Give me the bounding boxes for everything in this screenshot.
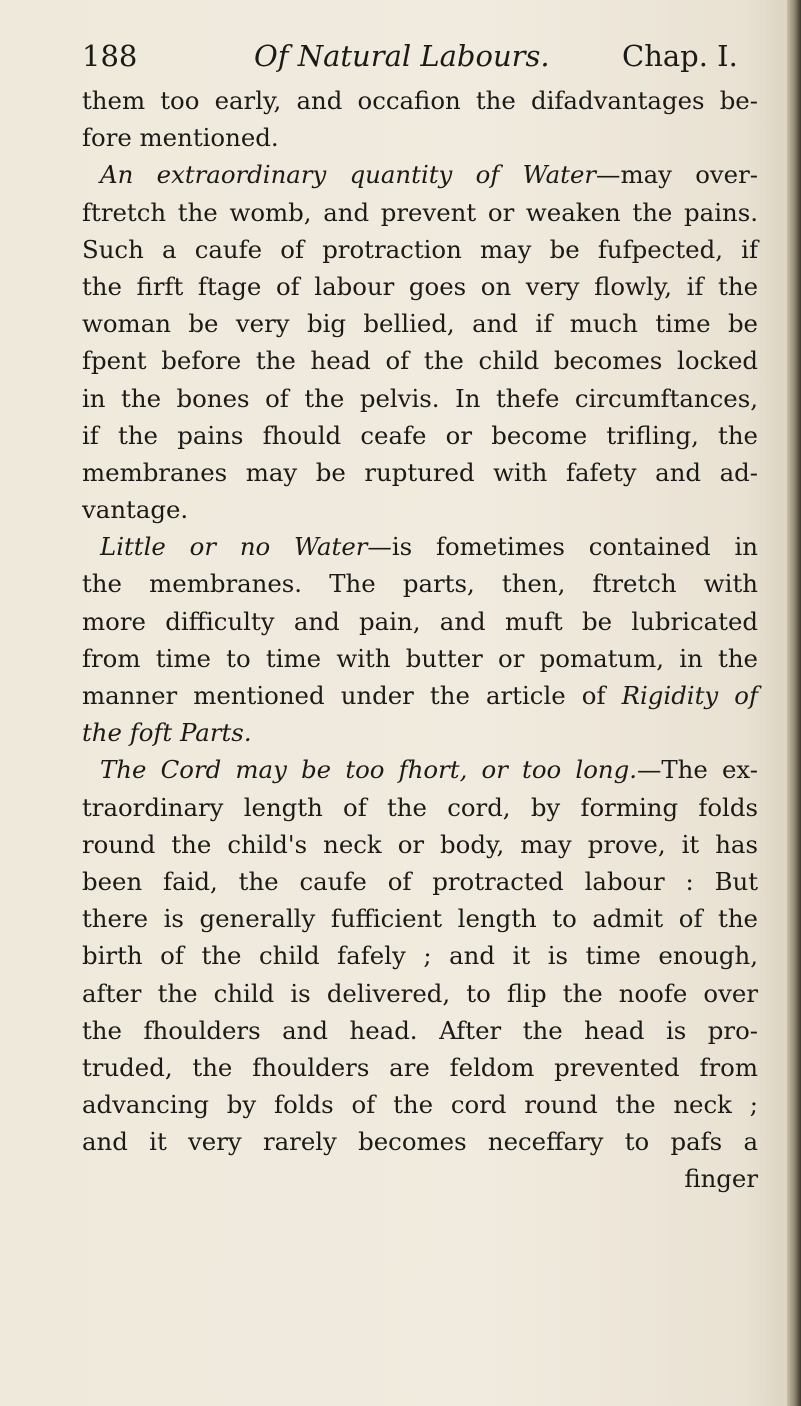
italic-run: the foft Parts. bbox=[82, 718, 252, 748]
text-line: the fhoulders and head. After the head is pro- bbox=[82, 1015, 758, 1045]
text-line: birth of the child fafely ; and it is time enough, bbox=[82, 941, 758, 971]
page-edge bbox=[787, 0, 801, 1406]
text-line bbox=[82, 677, 758, 714]
catchword: finger bbox=[684, 1164, 758, 1194]
text-line: after the child is delivered, to flip the noofe over bbox=[82, 978, 758, 1008]
running-header bbox=[82, 35, 762, 77]
text-run: —is fometimes contained in bbox=[367, 532, 759, 562]
text-line: the membranes. The parts, then, ftretch with bbox=[82, 569, 758, 599]
text-line: from time to time with butter or pomatum, in the bbox=[82, 643, 758, 673]
text-line: advancing by folds of the cord round the neck ; bbox=[82, 1090, 758, 1120]
text-run: manner mentioned under the article of bbox=[82, 681, 622, 710]
page-number: 188 bbox=[82, 39, 138, 73]
text-line: more difficulty and pain, and muft be lubricated bbox=[82, 606, 758, 636]
section-heading: The Cord may be too fhort, or too long. bbox=[100, 755, 637, 785]
text-line: ftretch the womb, and prevent or weaken the pains. bbox=[82, 197, 758, 227]
paragraph-little-water bbox=[82, 528, 758, 565]
text-line: Such a caufe of protraction may be fufpected, if bbox=[82, 234, 758, 264]
running-title: Of Natural Labours. bbox=[254, 39, 550, 73]
text-line: round the child's neck or body, may prove, it has bbox=[82, 829, 758, 859]
text-line: truded, the fhoulders are feldom prevented from bbox=[82, 1052, 758, 1082]
text-line: fore mentioned. bbox=[82, 123, 279, 153]
paragraph-water-excess bbox=[82, 156, 758, 193]
body-text bbox=[82, 82, 758, 1198]
text-line bbox=[82, 714, 758, 751]
text-line: traordinary length of the cord, by forming folds bbox=[82, 792, 758, 822]
chapter-label: Chap. I. bbox=[622, 39, 738, 73]
italic-run: Rigidity of bbox=[621, 681, 758, 710]
text-run: —may over- bbox=[596, 160, 758, 190]
text-line: in the bones of the pelvis. In thefe circumftances, bbox=[82, 383, 758, 413]
paragraph-cord bbox=[82, 751, 758, 788]
text-line: membranes may be ruptured with fafety and ad- bbox=[82, 457, 758, 487]
text-line: the firft ftage of labour goes on very flowly, if the bbox=[82, 271, 758, 301]
section-heading: Little or no Water bbox=[100, 532, 368, 562]
text-line: them too early, and occafion the difadvantages be- bbox=[82, 86, 758, 115]
text-line: fpent before the head of the child becomes locked bbox=[82, 346, 758, 376]
text-line: woman be very big bellied, and if much time be bbox=[82, 309, 758, 339]
text-line: there is generally fufficient length to admit of the bbox=[82, 904, 758, 934]
text-line: if the pains fhould ceafe or become trifling, the bbox=[82, 420, 758, 450]
text-run: —The ex- bbox=[637, 755, 759, 785]
section-heading: An extraordinary quantity of Water bbox=[100, 160, 597, 190]
text-line: been faid, the caufe of protracted labour : But bbox=[82, 866, 758, 896]
text-line: and it very rarely becomes neceffary to pafs a bbox=[82, 1127, 758, 1157]
text-line: vantage. bbox=[82, 495, 189, 525]
